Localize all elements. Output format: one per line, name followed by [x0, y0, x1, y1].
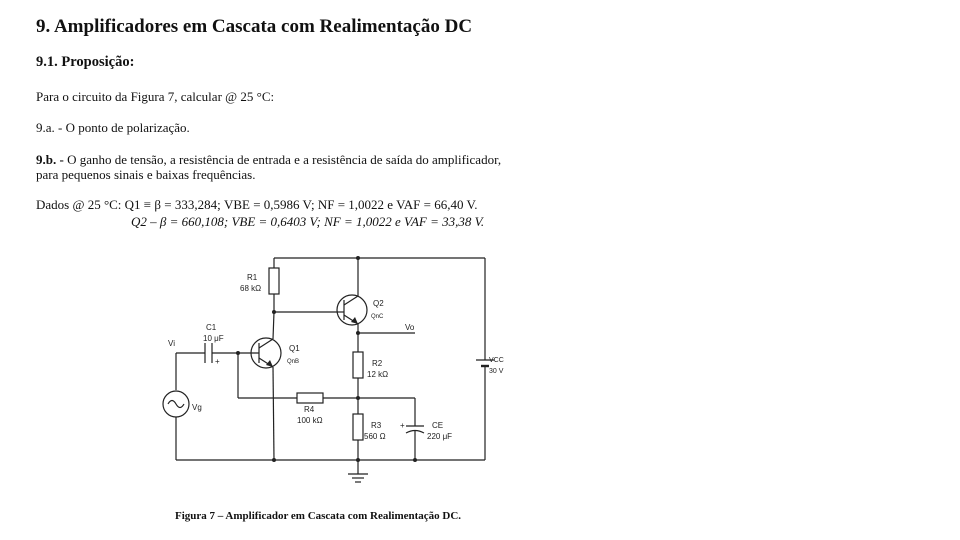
vo-label: Vo: [405, 323, 415, 332]
r3-resistor: [353, 414, 363, 440]
item-9b-line2: para pequenos sinais e baixas frequências.: [36, 167, 256, 182]
q2-type: QnC: [371, 314, 384, 320]
section-subtitle: 9.1. Proposição:: [36, 54, 135, 70]
r2-label: R2: [372, 359, 383, 368]
c1-plus: +: [215, 357, 220, 366]
ce-plus: +: [400, 421, 405, 430]
q2-label: Q2: [373, 299, 384, 308]
item-9b: [36, 152, 501, 182]
item-9b-label: 9.b. -: [36, 152, 64, 167]
vcc-label: VCC: [489, 357, 504, 364]
vi-label: Vi: [168, 339, 175, 348]
problem-statement: Para o circuito da Figura 7, calcular @ 25 °C:: [36, 89, 275, 104]
c1-label: C1: [206, 323, 217, 332]
q1-type: QnB: [287, 359, 300, 365]
item-9b-line1: O ganho de tensão, a resistência de entrada e a resistência de saída do amplificador,: [63, 152, 502, 167]
circuit-diagram: [150, 240, 530, 495]
data-line-q1: Dados @ 25 °C: Q1 ≡ β = 333,284; VBE = 0,5986 V; NF = 1,0022 e VAF = 66,40 V.: [36, 197, 478, 212]
r1-resistor: [269, 268, 279, 294]
r4-resistor: [297, 393, 323, 403]
figure-caption: Figura 7 – Amplificador em Cascata com Realimentação DC.: [175, 510, 462, 522]
vg-label: Vg: [192, 403, 202, 412]
r1-label: R1: [247, 273, 258, 282]
section-title: 9. Amplificadores em Cascata com Realimentação DC: [36, 16, 473, 37]
r3-label: R3: [371, 421, 382, 430]
data-line-q2: Q2 – β = 660,108; VBE = 0,6403 V; NF = 1,0022 e VAF = 33,38 V.: [131, 214, 485, 229]
item-9a: 9.a. - O ponto de polarização.: [36, 120, 190, 135]
r4-label: R4: [304, 405, 315, 414]
r2-resistor: [353, 352, 363, 378]
r2-value: 12 kΩ: [367, 370, 389, 379]
r4-value: 100 kΩ: [297, 416, 323, 425]
vcc-value: 30 V: [489, 368, 504, 375]
ce-value: 220 μF: [427, 432, 453, 441]
r3-value: 560 Ω: [364, 432, 386, 441]
q1-label: Q1: [289, 344, 300, 353]
ce-label: CE: [432, 421, 444, 430]
r1-value: 68 kΩ: [240, 284, 262, 293]
c1-value: 10 μF: [203, 334, 224, 343]
